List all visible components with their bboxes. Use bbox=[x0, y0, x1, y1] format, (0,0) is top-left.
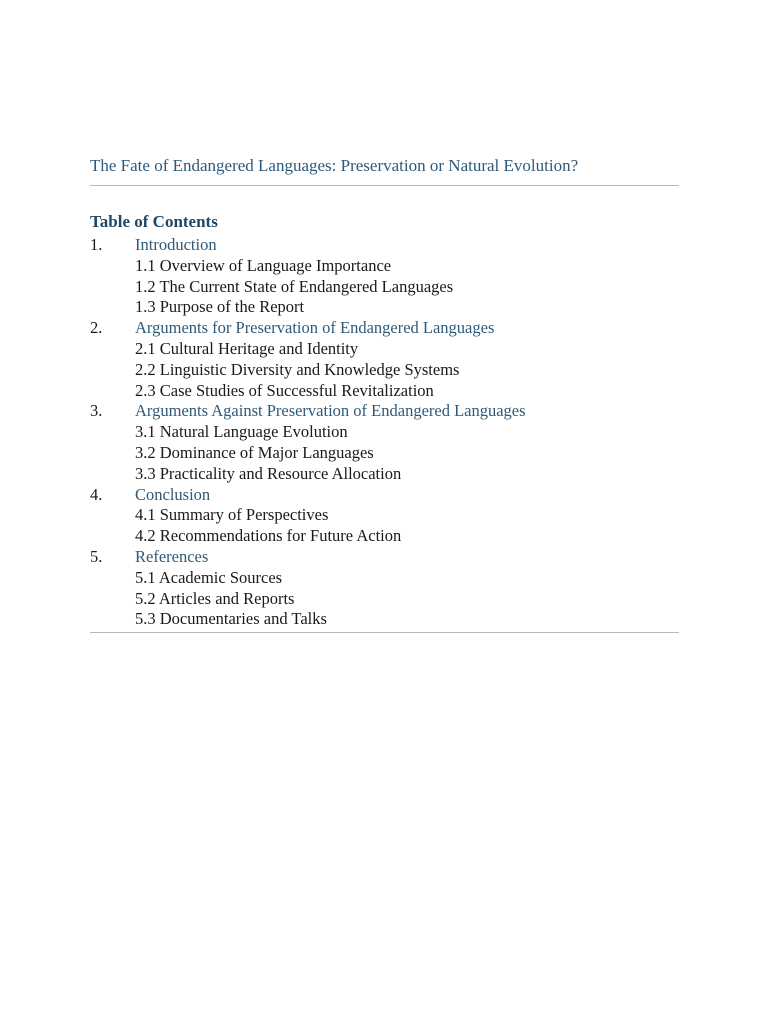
toc-subsection: 2.1 Cultural Heritage and Identity bbox=[135, 338, 359, 358]
toc-subsection: 5.3 Documentaries and Talks bbox=[135, 609, 327, 629]
toc-section-references bbox=[90, 547, 679, 630]
toc-subsection: 1.1 Overview of Language Importance bbox=[135, 255, 392, 275]
toc-link-arguments-for[interactable]: Arguments for Preservation of Endangered Languages bbox=[135, 318, 495, 338]
toc-subsection: 4.1 Summary of Perspectives bbox=[135, 505, 329, 525]
toc-section-introduction bbox=[90, 235, 679, 318]
toc-section-number: 1. bbox=[90, 235, 103, 254]
toc-link-references[interactable]: References bbox=[135, 546, 209, 566]
toc-section-conclusion bbox=[90, 485, 679, 547]
toc-subsection: 3.1 Natural Language Evolution bbox=[135, 422, 348, 442]
document-title: The Fate of Endangered Languages: Preservation or Natural Evolution? bbox=[90, 154, 679, 186]
toc-link-conclusion[interactable]: Conclusion bbox=[135, 484, 211, 504]
toc-section-arguments-for bbox=[90, 318, 679, 401]
toc-link-arguments-against[interactable]: Arguments Against Preservation of Endangered Languages bbox=[135, 401, 526, 421]
toc-subsection: 3.3 Practicality and Resource Allocation bbox=[135, 463, 402, 483]
toc-section-number: 2. bbox=[90, 318, 103, 338]
toc-link-introduction[interactable]: Introduction bbox=[135, 235, 217, 254]
toc-subsection: 3.2 Dominance of Major Languages bbox=[135, 442, 374, 462]
toc-section-number: 4. bbox=[90, 484, 103, 504]
toc-subsection: 5.1 Academic Sources bbox=[135, 567, 283, 587]
toc-subsection: 4.2 Recommendations for Future Action bbox=[135, 526, 402, 546]
toc-subsection: 1.3 Purpose of the Report bbox=[135, 297, 305, 317]
toc-subsection: 2.2 Linguistic Diversity and Knowledge Systems bbox=[135, 359, 460, 379]
toc-heading: Table of Contents bbox=[90, 212, 218, 231]
toc-subsection: 5.2 Articles and Reports bbox=[135, 588, 295, 608]
document-page bbox=[90, 154, 679, 633]
toc-section-number: 5. bbox=[90, 546, 103, 566]
toc-subsection: 1.2 The Current State of Endangered Languages bbox=[135, 276, 454, 296]
toc-section-arguments-against bbox=[90, 401, 679, 484]
table-of-contents bbox=[90, 235, 679, 633]
toc-section-number: 3. bbox=[90, 401, 103, 421]
toc-subsection: 2.3 Case Studies of Successful Revitalization bbox=[135, 380, 434, 400]
